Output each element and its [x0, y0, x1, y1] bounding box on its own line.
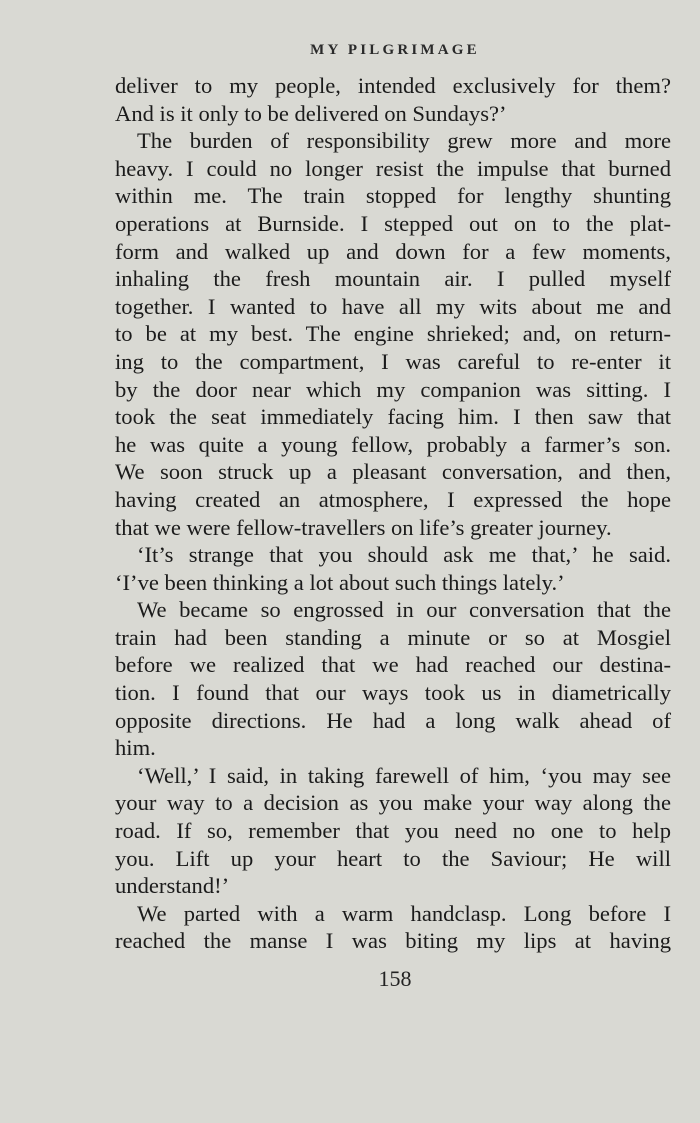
text-line: The burden of responsibility grew more and more — [137, 128, 671, 154]
text-line: he was quite a young fellow, probably a farmer’s son. — [115, 431, 671, 457]
text-line: before we realized that we had reached our destina- — [115, 652, 671, 678]
text-line: together. I wanted to have all my wits about me and — [115, 293, 671, 319]
text-line: took the seat immediately facing him. I then saw that — [115, 404, 671, 430]
running-header: MY PILGRIMAGE — [310, 42, 480, 58]
text-line: operations at Burnside. I stepped out on to the plat- — [115, 210, 671, 236]
text-line: form and walked up and down for a few moments, — [115, 238, 671, 264]
text-line: heavy. I could no longer resist the impulse that burned — [115, 155, 671, 181]
text-line: you. Lift up your heart to the Saviour; He will — [115, 845, 671, 871]
text-line: that we were fellow-travellers on life’s greater journey. — [115, 514, 612, 540]
text-line: your way to a decision as you make your way along the — [115, 790, 671, 816]
text-line: by the door near which my companion was sitting. I — [115, 376, 671, 402]
text-line: ‘It’s strange that you should ask me that,’ he said. — [137, 542, 671, 568]
text-line: having created an atmosphere, I expressed the hope — [115, 486, 671, 512]
text-line: We parted with a warm handclasp. Long before I — [137, 900, 671, 926]
text-line: understand!’ — [115, 873, 230, 899]
page-number: 158 — [378, 966, 412, 991]
text-line: And is it only to be delivered on Sundays?’ — [115, 100, 507, 126]
text-line: train had been standing a minute or so at Mosgiel — [115, 624, 671, 650]
text-line: inhaling the fresh mountain air. I pulled myself — [115, 266, 671, 292]
text-line: ‘I’ve been thinking a lot about such things lately.’ — [115, 569, 565, 595]
text-line: to be at my best. The engine shrieked; and, on return- — [115, 321, 671, 347]
text-line: opposite directions. He had a long walk ahead of — [115, 707, 671, 733]
body-text — [115, 72, 671, 955]
text-line: road. If so, remember that you need no one to help — [115, 818, 671, 844]
text-line: deliver to my people, intended exclusively for them? — [115, 73, 671, 98]
text-line: ‘Well,’ I said, in taking farewell of him, ‘you may see — [137, 762, 671, 788]
text-line: We became so engrossed in our conversation that the — [137, 597, 671, 623]
text-line: him. — [115, 735, 156, 761]
text-line: ing to the compartment, I was careful to re-enter it — [115, 348, 671, 374]
text-line: reached the manse I was biting my lips at having — [115, 928, 671, 954]
text-line: We soon struck up a pleasant conversation, and then, — [115, 459, 671, 485]
text-line: within me. The train stopped for lengthy shunting — [115, 183, 671, 209]
text-line: tion. I found that our ways took us in diametrically — [115, 680, 671, 706]
